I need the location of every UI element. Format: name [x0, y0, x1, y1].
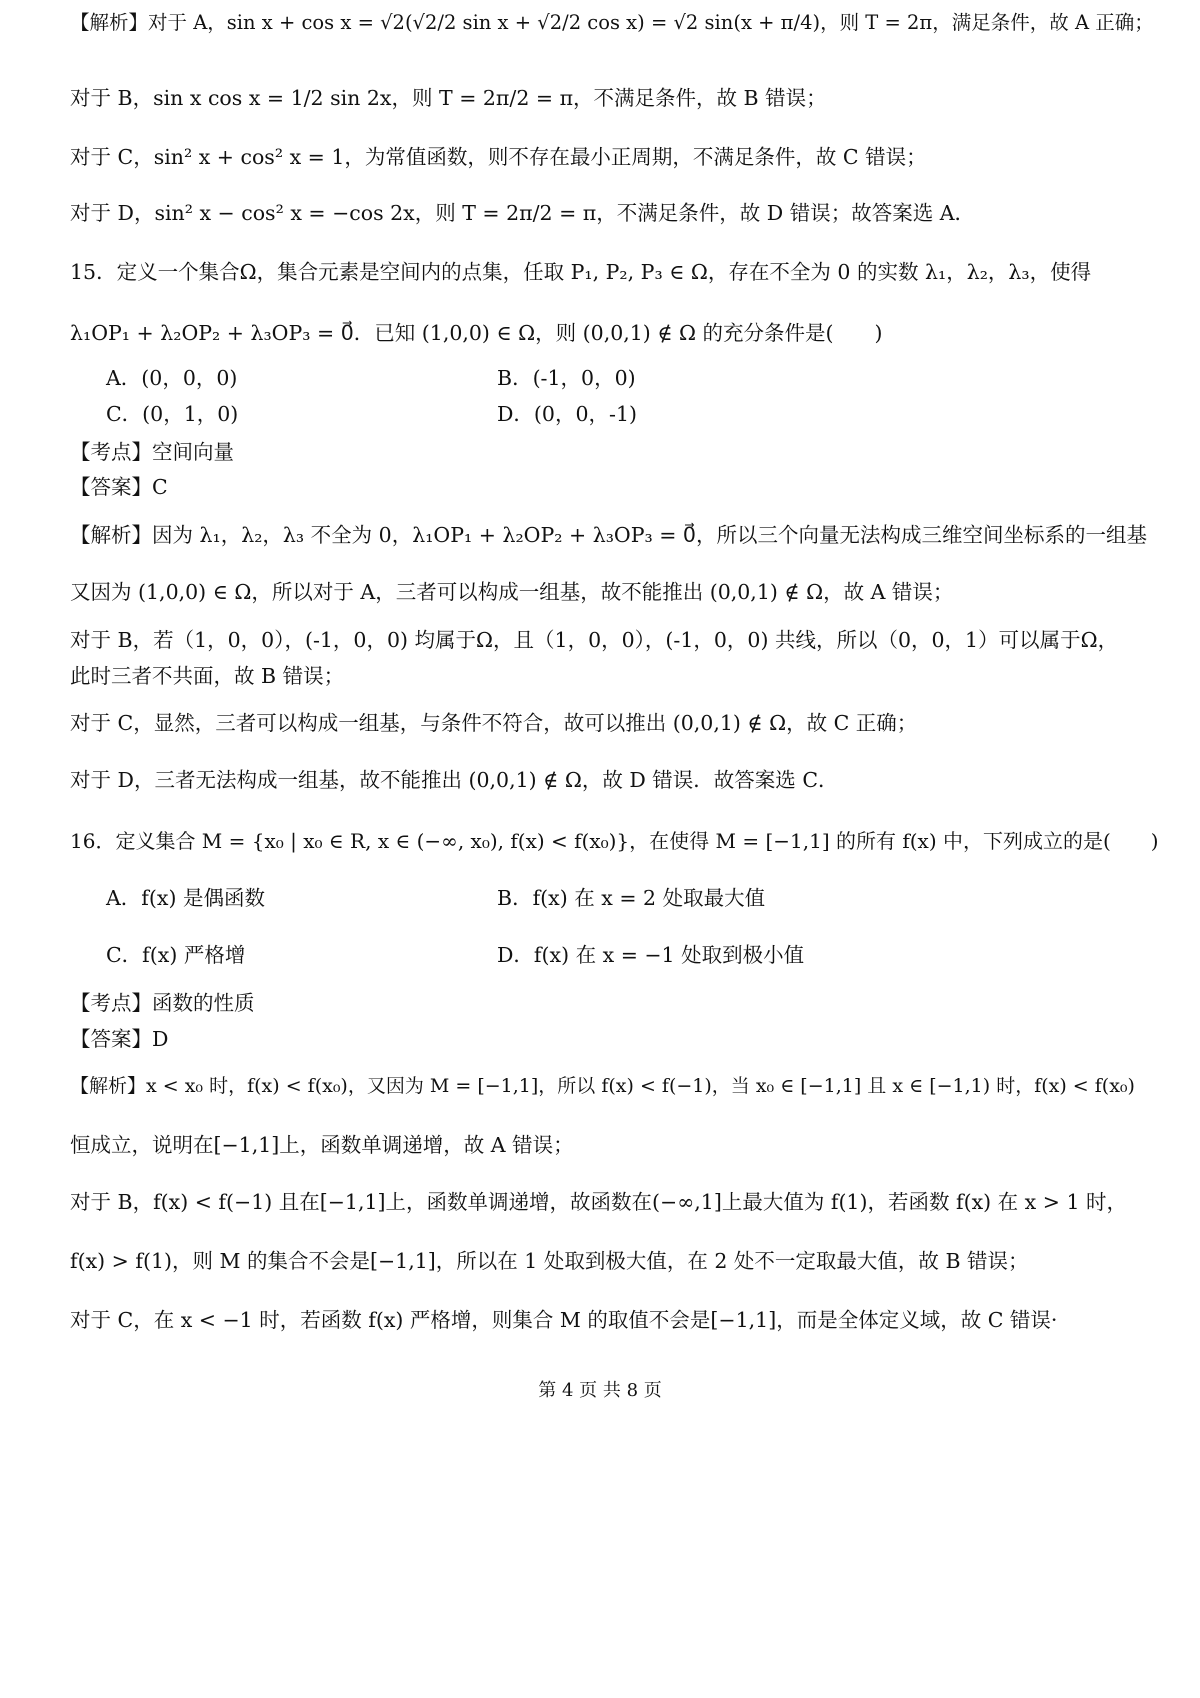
- q15-stem-line1: 15．定义一个集合Ω，集合元素是空间内的点集，任取 P₁, P₂, P₃ ∈ Ω，存在不全为 0 的实数 λ₁，λ₂，λ₃，使得: [70, 260, 1092, 284]
- q16-analysis-3: 对于 B，f(x) < f(−1) 且在[−1,1]上，函数单调递增，故函数在(−∞,1]上最大值为 f(1)，若函数 f(x) 在 x > 1 时，: [70, 1190, 1127, 1214]
- q15-topic: 【考点】空间向量: [70, 440, 234, 464]
- q15-option-c: C．(0，1，0): [106, 402, 239, 426]
- q16-stem: 16．定义集合 M = {x₀ | x₀ ∈ R, x ∈ (−∞, x₀), f(x) < f(x₀)}，在使得 M = [−1,1] 的所有 f(x) 中，下列成立的是( ): [70, 829, 1159, 853]
- q14-analysis-b: 对于 B，sin x cos x = 1/2 sin 2x，则 T = 2π/2 = π，不满足条件，故 B 错误；: [70, 86, 827, 110]
- q15-analysis-3: 对于 B，若（1，0，0），(-1，0，0) 均属于Ω，且（1，0，0），(-1，0，0) 共线，所以（0，0，1）可以属于Ω，: [70, 628, 1119, 652]
- q16-option-a: A．f(x) 是偶函数: [106, 886, 265, 910]
- q16-analysis-5: 对于 C，在 x < −1 时，若函数 f(x) 严格增，则集合 M 的取值不会是[−1,1]，而是全体定义域，故 C 错误·: [70, 1308, 1058, 1332]
- q14-analysis-d: 对于 D，sin² x − cos² x = −cos 2x，则 T = 2π/2 = π，不满足条件，故 D 错误；故答案选 A．: [70, 201, 976, 225]
- q15-analysis-6: 对于 D，三者无法构成一组基，故不能推出 (0,0,1) ∉ Ω，故 D 错误．故答案选 C．: [70, 768, 839, 792]
- q16-option-b: B．f(x) 在 x = 2 处取最大值: [497, 886, 766, 910]
- q15-option-d: D．(0，0，-1): [497, 402, 637, 426]
- q15-analysis-1: 【解析】因为 λ₁，λ₂，λ₃ 不全为 0，λ₁OP₁ + λ₂OP₂ + λ₃OP₃ = 0⃗，所以三个向量无法构成三维空间坐标系的一组基: [70, 523, 1147, 547]
- q16-topic: 【考点】函数的性质: [70, 991, 255, 1015]
- q15-analysis-5: 对于 C，显然，三者可以构成一组基，与条件不符合，故可以推出 (0,0,1) ∉ Ω，故 C 正确；: [70, 711, 918, 735]
- q16-option-c: C．f(x) 严格增: [106, 943, 246, 967]
- q15-answer: 【答案】C: [70, 475, 168, 499]
- q15-analysis-4: 此时三者不共面，故 B 错误；: [70, 664, 345, 688]
- q16-option-d: D．f(x) 在 x = −1 处取到极小值: [497, 943, 805, 967]
- q15-stem-line2: λ₁OP₁ + λ₂OP₂ + λ₃OP₃ = 0⃗．已知 (1,0,0) ∈ Ω，则 (0,0,1) ∉ Ω 的充分条件是( ): [70, 321, 883, 345]
- q15-analysis-2: 又因为 (1,0,0) ∈ Ω，所以对于 A，三者可以构成一组基，故不能推出 (0,0,1) ∉ Ω，故 A 错误；: [70, 580, 954, 604]
- q14-analysis-a: 【解析】对于 A，sin x + cos x = √2(√2/2 sin x + √2/2 cos x) = √2 sin(x + π/4)，则 T = 2π，满足条件，故 A 正确；: [70, 11, 1154, 34]
- q15-option-b: B．(-1，0，0): [497, 366, 636, 390]
- q16-answer: 【答案】D: [70, 1027, 169, 1051]
- page-footer: 第 4 页 共 8 页: [538, 1380, 662, 1401]
- q14-analysis-c: 对于 C，sin² x + cos² x = 1，为常值函数，则不存在最小正周期，不满足条件，故 C 错误；: [70, 145, 927, 169]
- q16-analysis-1: 【解析】x < x₀ 时，f(x) < f(x₀)，又因为 M = [−1,1]，所以 f(x) < f(−1)，当 x₀ ∈ [−1,1] 且 x ∈ [−1,1) 时，f(x) < f(x₀): [70, 1075, 1135, 1097]
- q16-analysis-2: 恒成立，说明在[−1,1]上，函数单调递增，故 A 错误；: [70, 1133, 574, 1157]
- q15-option-a: A．(0，0，0): [106, 366, 238, 390]
- q16-analysis-4: f(x) > f(1)，则 M 的集合不会是[−1,1]，所以在 1 处取到极大值，在 2 处不一定取最大值，故 B 错误；: [70, 1249, 1029, 1273]
